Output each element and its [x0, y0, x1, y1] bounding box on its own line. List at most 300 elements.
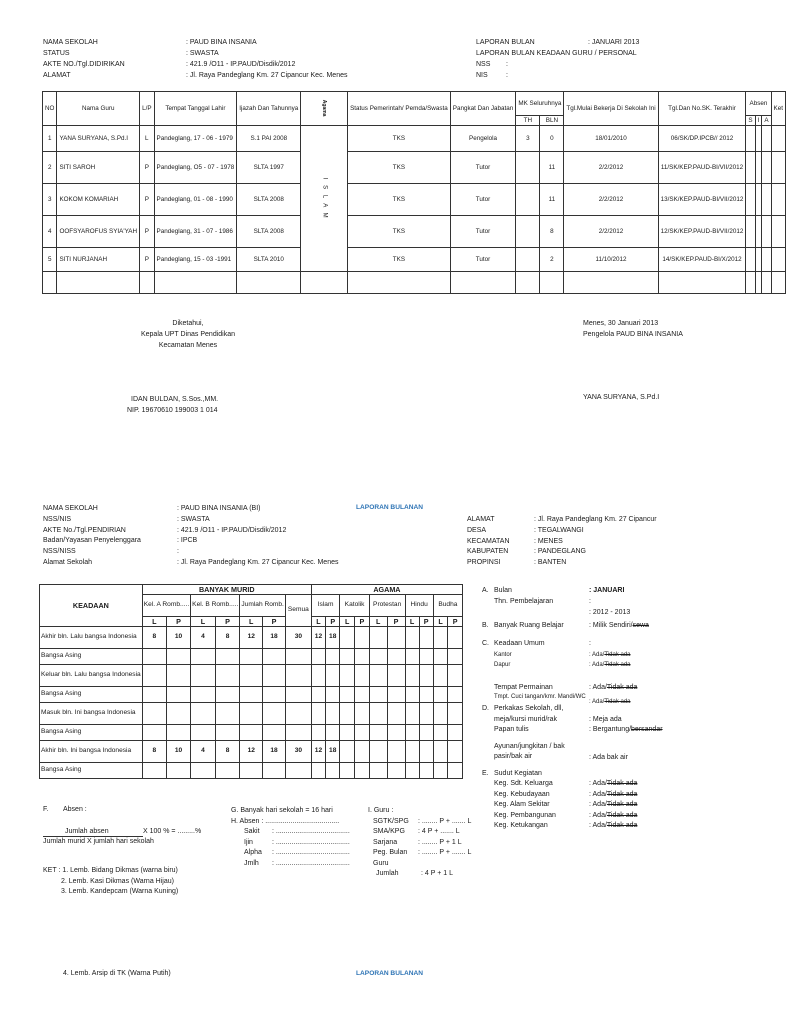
row-label: Akhir bln. Ini bangsa Indonesia — [40, 741, 143, 763]
label: KECAMATAN — [467, 537, 510, 545]
table-row — [40, 741, 463, 763]
cell-value — [448, 763, 463, 779]
cell-pangkat: Tutor — [450, 152, 516, 184]
cell-tmt: 2/2/2012 — [564, 152, 658, 184]
cell-value — [369, 741, 387, 763]
perkakas-label: Perkakas Sekolah, dll, — [494, 705, 564, 712]
cell-value — [448, 665, 463, 687]
cell-value — [166, 665, 190, 687]
value: : MENES — [534, 537, 563, 545]
cell-tmt: 2/2/2012 — [564, 216, 658, 248]
cell-value — [387, 763, 405, 779]
col-mk: MK Seluruhnya — [516, 92, 564, 116]
cell-nama: KOKOM KOMARIAH — [57, 184, 140, 216]
table-row — [43, 216, 786, 248]
cell-tmt: 18/01/2010 — [564, 126, 658, 152]
cell-value — [191, 725, 216, 741]
col-p: P — [263, 617, 286, 627]
dapur-value: : Ada/ — [589, 662, 605, 668]
cell-value: 12 — [240, 741, 263, 763]
ijin-value: : ...................................... — [272, 838, 350, 846]
cell-value — [142, 763, 166, 779]
cell-value — [369, 763, 387, 779]
kegiatan-struck: Tidak ada — [606, 801, 638, 808]
ayunan-value: : Ada bak air — [589, 753, 628, 761]
col-l: L — [191, 617, 216, 627]
value: : — [177, 548, 179, 556]
cell-value: 18 — [326, 627, 340, 649]
dapur-struck: Tidak ada — [604, 662, 631, 668]
col-a: A — [762, 116, 771, 126]
cell-value — [387, 627, 405, 649]
cuci-struck: Tidak ada — [604, 699, 631, 705]
signature-left — [118, 318, 258, 351]
cell-value: 10 — [166, 627, 190, 649]
col-banyak-murid: BANYAK MURID — [142, 585, 311, 595]
cell-ijazah: SLTA 1997 — [237, 152, 301, 184]
cell-value — [142, 703, 166, 725]
keadaan-label: Keadaan Umum — [494, 640, 545, 647]
cell-value — [433, 665, 448, 687]
cell-ttl: Pandeglang, 01 - 08 - 1990 — [154, 184, 237, 216]
cell-th — [516, 184, 540, 216]
cell-value — [326, 649, 340, 665]
cell-value — [142, 725, 166, 741]
cell-value — [419, 649, 433, 665]
cell-value — [215, 725, 240, 741]
cell-value — [433, 627, 448, 649]
cell-value: 12 — [311, 741, 325, 763]
col-absen: Absen — [746, 92, 771, 116]
sig-left-nip: NIP. 19670610 199003 1 014 — [127, 407, 218, 414]
tahun-label: Thn. Pembelajaran — [494, 597, 554, 605]
col-protestan: Protestan — [369, 595, 405, 617]
header-right — [476, 37, 639, 81]
cell-value — [263, 763, 286, 779]
cell-value — [340, 725, 355, 741]
col-th: TH — [516, 116, 540, 126]
value: : BANTEN — [534, 559, 567, 567]
label: KABUPATEN — [467, 548, 509, 556]
cell-value — [405, 703, 419, 725]
row-label: Bangsa Asing — [40, 649, 143, 665]
cell-no: 5 — [43, 248, 57, 272]
label: PROPINSI — [467, 559, 501, 567]
cell-value: 18 — [263, 741, 286, 763]
cell-value — [387, 665, 405, 687]
cell-value — [369, 725, 387, 741]
cell-value — [240, 763, 263, 779]
cell-value — [311, 725, 325, 741]
sig-right-name: YANA SURYANA, S.Pd.I — [583, 394, 660, 401]
col-jumlah: Jumlah Romb. — [240, 595, 286, 617]
cell-value — [285, 687, 311, 703]
cell-value — [387, 649, 405, 665]
row-label: Bangsa Asing — [40, 725, 143, 741]
col-p: P — [355, 617, 370, 627]
kantor-struck: Tidak ada — [604, 651, 631, 658]
col-ket: Ket — [771, 92, 785, 126]
table-row — [43, 152, 786, 184]
jmlh-value: : ...................................... — [272, 859, 350, 867]
cell-value — [405, 725, 419, 741]
sarjana-label: Sarjana — [373, 838, 398, 846]
cell-value — [433, 763, 448, 779]
cell-value — [263, 703, 286, 725]
cell-th: 3 — [516, 126, 540, 152]
kegiatan-label: Keg. Kebudayaan — [494, 790, 550, 798]
value: : — [506, 72, 508, 79]
cell-value — [433, 649, 448, 665]
col-l: L — [240, 617, 263, 627]
col-hindu: Hindu — [405, 595, 433, 617]
cell-value: 8 — [215, 627, 240, 649]
label: DESA — [467, 526, 487, 534]
cell-value — [166, 703, 190, 725]
row-label: Bangsa Asing — [40, 687, 143, 703]
kegiatan-label: Keg. Alam Sekitar — [494, 801, 550, 808]
cell-value — [387, 725, 405, 741]
sig-left-line3: Kecamatan Menes — [158, 342, 218, 349]
col-islam: Islam — [311, 595, 339, 617]
cell-value — [369, 687, 387, 703]
kegiatan-struck: Tidak ada — [606, 811, 638, 819]
ket-1: KET : 1. Lemb. Bidang Dikmas (warna biru) — [43, 867, 178, 874]
cell-bln: 11 — [540, 152, 564, 184]
cell-value — [387, 703, 405, 725]
kegiatan-label: Keg. Ketukangan — [494, 822, 548, 829]
sgtk-value: : ........ P + ....... L — [418, 817, 472, 825]
cell-value — [419, 703, 433, 725]
cell-sk: 12/SK/KEP.PAUD-BI/VII/2012 — [658, 216, 746, 248]
cuci-label: Tmpt. Cuci tangan/kmr. Mandi/WC — [494, 694, 586, 700]
cell-value — [285, 649, 311, 665]
table-row — [40, 665, 463, 687]
cell-value — [369, 703, 387, 725]
label: NAMA SEKOLAH — [43, 505, 98, 512]
ruang-label: Banyak Ruang Belajar — [494, 621, 564, 629]
cell-value — [355, 725, 370, 741]
cell-value — [142, 687, 166, 703]
cell-value — [285, 665, 311, 687]
cell-value — [326, 763, 340, 779]
ket-3: 3. Lemb. Kandepcam (Warna Kuning) — [61, 888, 179, 895]
cell-ttl: Pandeglang, 31 - 07 - 1986 — [154, 216, 237, 248]
cell-value: 12 — [240, 627, 263, 649]
col-i: I — [755, 116, 762, 126]
value: : IPCB — [177, 537, 198, 545]
cell-value — [191, 665, 216, 687]
papan-value: : Bergantung/ — [589, 726, 632, 733]
sma-label: SMA/KPG — [373, 828, 405, 835]
sig-right-line2: Pengelola PAUD BINA INSANIA — [583, 331, 683, 338]
col-l: L — [405, 617, 419, 627]
label: NAMA SEKOLAH — [43, 39, 98, 46]
cell-value — [387, 741, 405, 763]
alpha-value: : ...................................... — [272, 849, 350, 856]
col-katolik: Katolik — [340, 595, 370, 617]
cell-sk: 11/SK/KEP.PAUD-BI/VII/2012 — [658, 152, 746, 184]
label: NIS — [476, 72, 488, 79]
sakit-label: Sakit — [244, 828, 260, 835]
cell-value — [142, 665, 166, 687]
cell-value — [340, 649, 355, 665]
formula-num: Jumlah absen — [65, 828, 109, 835]
cell-th — [516, 248, 540, 272]
row-label: Bangsa Asing — [40, 763, 143, 779]
cell-value: 4 — [191, 741, 216, 763]
cell-status: TKS — [348, 126, 451, 152]
cell-value — [369, 627, 387, 649]
cell-value — [340, 703, 355, 725]
label: ALAMAT — [467, 516, 495, 523]
tahun-value: : 2012 - 2013 — [589, 609, 631, 616]
col-p: P — [419, 617, 433, 627]
cell-agama: I S L A M — [301, 126, 348, 272]
jumlah-value: : 4 P + 1 L — [421, 870, 453, 877]
cell-value — [240, 725, 263, 741]
col-l: L — [142, 617, 166, 627]
cell-value: 18 — [263, 627, 286, 649]
label: NSS/NISS — [43, 548, 76, 556]
table-row — [43, 126, 786, 152]
cell-status: TKS — [348, 248, 451, 272]
col-lp: L/P — [140, 92, 154, 126]
footer-title: LAPORAN BULANAN — [356, 970, 424, 977]
cell-value — [311, 703, 325, 725]
header-left — [43, 37, 347, 81]
col-no: NO — [43, 92, 57, 126]
cell-tmt: 11/10/2012 — [564, 248, 658, 272]
bulan-label: Bulan — [494, 587, 512, 594]
peg-value: : ........ P + ....... L — [418, 849, 472, 856]
cell-value — [340, 741, 355, 763]
cell-value — [419, 687, 433, 703]
label: AKTE No./Tgl.PENDIRIAN — [43, 526, 126, 534]
cell-value — [355, 741, 370, 763]
row-label: Masuk bln. Ini bangsa Indonesia — [40, 703, 143, 725]
kantor-label: Kantor — [494, 651, 512, 658]
cell-value — [263, 687, 286, 703]
sig-left-line2: Kepala UPT Dinas Pendidikan — [140, 331, 236, 338]
table-row — [43, 184, 786, 216]
col-p: P — [387, 617, 405, 627]
report2-left — [43, 504, 338, 569]
meja-label: meja/kursi murid/rak — [494, 715, 558, 723]
row-label: Akhir bln. Lalu bangsa Indonesia — [40, 627, 143, 649]
col-semua: Semua — [285, 595, 311, 627]
cell-value — [419, 725, 433, 741]
cell-ijazah: S.1 PAI 2008 — [237, 126, 301, 152]
table-row — [40, 627, 463, 649]
cell-value — [405, 741, 419, 763]
cell-lp: P — [140, 152, 154, 184]
ijin-label: Ijin — [244, 838, 253, 846]
cell-value — [355, 665, 370, 687]
papan-struck: bersandar — [631, 726, 663, 733]
cell-pangkat: Tutor — [450, 184, 516, 216]
cell-lp: P — [140, 184, 154, 216]
cell-value — [369, 665, 387, 687]
cell-value — [448, 725, 463, 741]
cell-value — [448, 627, 463, 649]
cell-value — [263, 649, 286, 665]
cell-value — [355, 703, 370, 725]
cell-no: 3 — [43, 184, 57, 216]
value: : JANUARI 2013 — [588, 39, 640, 46]
cell-value — [448, 649, 463, 665]
cell-value — [215, 763, 240, 779]
col-agama: AGAMA — [311, 585, 462, 595]
cell-value — [166, 725, 190, 741]
cell-value: 18 — [326, 741, 340, 763]
kantor-value: : Ada/ — [589, 651, 605, 658]
cell-value — [326, 725, 340, 741]
col-s: S — [746, 116, 755, 126]
cell-value — [240, 665, 263, 687]
cell-lp: P — [140, 248, 154, 272]
value: : 421.9 /O11 - IP.PAUD/Disdik/2012 — [177, 526, 287, 534]
value: : SWASTA — [177, 515, 210, 523]
cell-pangkat: Tutor — [450, 248, 516, 272]
col-l: L — [311, 617, 325, 627]
dapur-label: Dapur — [494, 662, 511, 668]
value: : — [506, 61, 508, 68]
cell-value: 10 — [166, 741, 190, 763]
cell-ijazah: SLTA 2008 — [237, 216, 301, 248]
guru-label: Guru — [373, 859, 389, 867]
cell-value — [448, 741, 463, 763]
meja-value: : Meja ada — [589, 715, 622, 723]
cell-value: 12 — [311, 627, 325, 649]
cell-bln: 0 — [540, 126, 564, 152]
cell-value — [240, 703, 263, 725]
cell-value — [340, 627, 355, 649]
value: : SWASTA — [186, 50, 219, 57]
section-gh — [231, 806, 350, 869]
cell-bln: 11 — [540, 184, 564, 216]
sig-left-line1: Diketahui, — [172, 320, 204, 327]
section-e-label: E. — [482, 769, 489, 777]
row-label: Keluar bln. Lalu bangsa Indonesia — [40, 665, 143, 687]
kegiatan-value: : Ada/ — [589, 822, 607, 829]
cell-value — [191, 687, 216, 703]
cell-value: 30 — [285, 627, 311, 649]
cell-value — [405, 665, 419, 687]
side-panel — [482, 586, 663, 832]
cell-value — [166, 687, 190, 703]
cell-value: 30 — [285, 741, 311, 763]
cuci-value: : Ada/ — [589, 699, 605, 705]
cell-value — [355, 627, 370, 649]
col-budha: Budha — [433, 595, 462, 617]
sgtk-label: SGTK/SPG — [373, 817, 409, 825]
sig-right-line1: Menes, 30 Januari 2013 — [583, 320, 659, 327]
value: : Jl. Raya Pandeglang Km. 27 Cipancur Kec. Menes — [186, 72, 348, 79]
cell-value — [405, 687, 419, 703]
cell-value — [387, 687, 405, 703]
label: Alamat Sekolah — [43, 558, 93, 566]
cell-status: TKS — [348, 184, 451, 216]
sakit-value: : ...................................... — [272, 828, 350, 835]
cell-value — [433, 687, 448, 703]
label: Badan/Yayasan Penyelenggara — [43, 537, 141, 545]
permainan-value: : Ada/ — [589, 683, 607, 691]
cell-value — [340, 687, 355, 703]
cell-pangkat: Tutor — [450, 216, 516, 248]
cell-bln: 8 — [540, 216, 564, 248]
cell-value — [419, 665, 433, 687]
cell-value — [263, 725, 286, 741]
cell-value — [433, 741, 448, 763]
cell-value — [285, 763, 311, 779]
cell-value — [448, 703, 463, 725]
sma-value: : 4 P + ....... L — [418, 828, 460, 835]
value: : 421.9 /O11 - IP.PAUD/Disdik/2012 — [186, 61, 296, 68]
cell-sk: 14/SK/KEP.PAUD-BI/X/2012 — [658, 248, 746, 272]
kegiatan-label: Keg. Sdt. Keluarga — [494, 780, 553, 787]
section-b-label: B. — [482, 621, 489, 629]
sudut-label: Sudut Kegiatan — [494, 769, 542, 777]
cell-status: TKS — [348, 216, 451, 248]
table-row — [43, 272, 786, 294]
report-title: LAPORAN BULANAN — [356, 504, 424, 511]
label: LAPORAN BULAN KEADAAN GURU / PERSONAL — [476, 50, 637, 57]
table-row — [40, 649, 463, 665]
col-p: P — [166, 617, 190, 627]
cell-ijazah: SLTA 2008 — [237, 184, 301, 216]
cell-value — [433, 703, 448, 725]
table-row — [40, 763, 463, 779]
signature-left-name — [127, 394, 219, 416]
cell-ttl: Pandeglang, 15 - 03 -1991 — [154, 248, 237, 272]
kegiatan-value: : Ada/ — [589, 790, 607, 798]
ruang-value: : Milik Sendiri/ — [589, 621, 633, 629]
cell-value — [326, 687, 340, 703]
papan-label: Papan tulis — [494, 726, 529, 733]
col-l: L — [369, 617, 387, 627]
formula-mid: X 100 % = .........% — [143, 828, 202, 835]
section-d-label: D. — [482, 705, 489, 712]
fraction-line — [43, 836, 143, 837]
table-row — [40, 687, 463, 703]
keterangan — [43, 866, 178, 898]
cell-value — [405, 763, 419, 779]
kegiatan-value: : Ada/ — [589, 801, 607, 808]
cell-value — [215, 649, 240, 665]
sarjana-value: : ........ P + 1 L — [418, 838, 462, 846]
cell-value — [405, 649, 419, 665]
ket-2: 2. Lemb. Kasi Dikmas (Warna Hijau) — [61, 877, 174, 885]
cell-nama: SITI SAROH — [57, 152, 140, 184]
cell-th — [516, 152, 540, 184]
cell-value — [191, 649, 216, 665]
col-ijazah: Ijazah Dan Tahunnya — [237, 92, 301, 126]
cell-value — [191, 703, 216, 725]
cell-ttl: Pandeglang, O5 - 07 - 1978 — [154, 152, 237, 184]
ruang-struck: sewa — [632, 621, 649, 629]
bulan-value: : JANUARI — [589, 587, 625, 594]
cell-value — [405, 627, 419, 649]
cell-value — [191, 763, 216, 779]
section-f — [43, 806, 87, 815]
cell-value — [355, 763, 370, 779]
cell-value — [355, 687, 370, 703]
kegiatan-struck: Tidak ada — [606, 780, 638, 787]
col-p: P — [215, 617, 240, 627]
formula-denominator: Jumlah murid X jumlah hari sekolah — [43, 838, 154, 845]
section-c-label: C. — [482, 640, 489, 647]
